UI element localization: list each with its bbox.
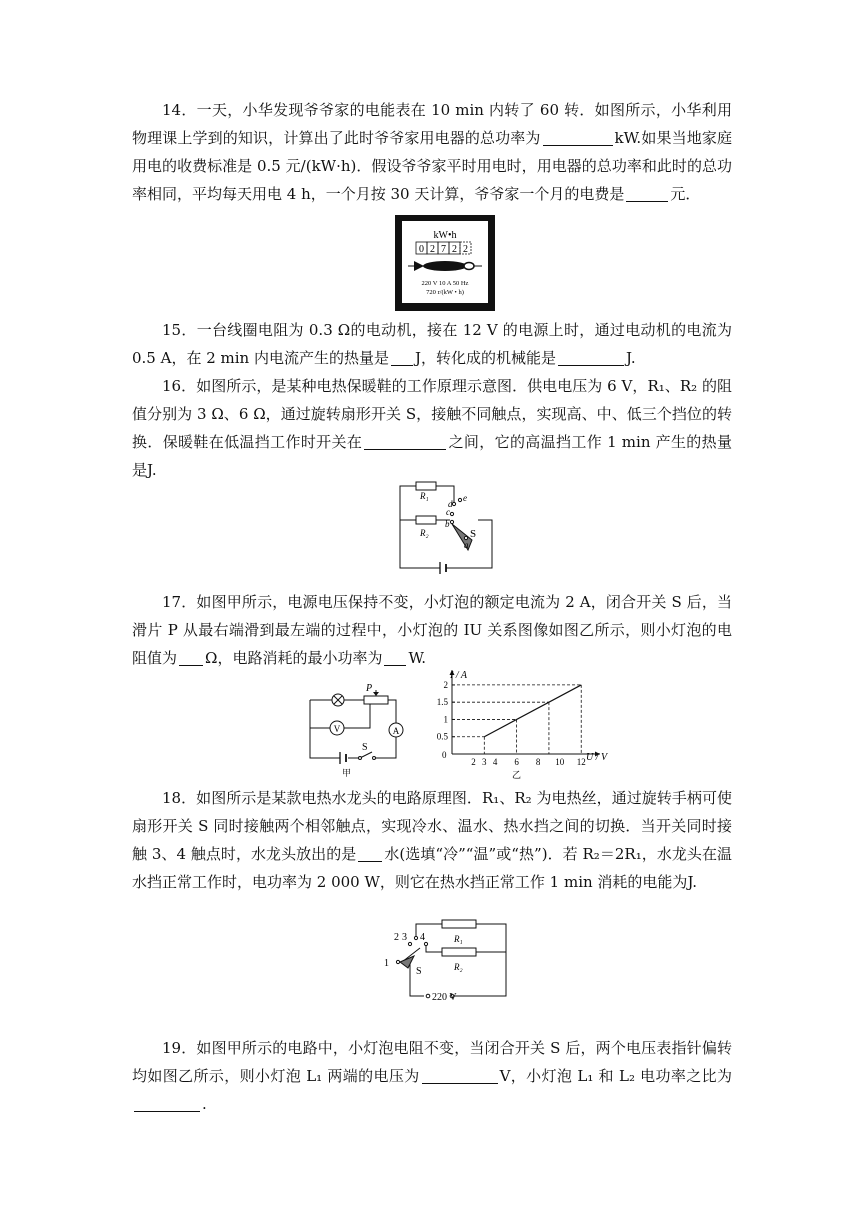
meter-spec-line2: 720 r/(kW • h) [426,289,464,296]
question-text: J. [626,349,636,367]
electric-meter-figure [394,214,496,312]
switch-label: S [416,966,422,977]
question-text: 如图所示是某款电热水龙头的电路原理图．R₁、R₂ 为电热丝，通过旋转手柄可使扇形开关 S 同时接触两个相邻触点，实现冷水、温水、热水挡之间的切换．当开关同时接触 3、4 触点时，水龙头放出的是 [132,789,732,863]
fig16-circuit [392,478,498,578]
question-14 [132,96,732,208]
x-tick-label: 12 [576,757,586,767]
fig18-circuit [376,914,516,1004]
y-tick-label: 1 [443,714,448,725]
question-text: 如图甲所示，电源电压保持不变，小灯泡的额定电流为 2 A，闭合开关 S 后，当滑片 P 从最右端滑到最左端的过程中，小灯泡的 IU 关系图像如图乙所示，则小灯泡的电阻值为 [132,593,732,667]
rheostat [364,696,388,704]
question-text: 一台线圈电阻为 0.3 Ω的电动机，接在 12 V 的电源上时，通过电动机的电流为 0.5 A，在 2 min 内电流产生的热量是 [132,321,732,367]
y-tick-label: 2 [443,679,448,690]
question-17 [132,588,732,672]
contact-a: a [464,540,469,550]
contact-d: d [448,499,453,509]
question-text: J. [147,461,157,479]
answer-blank[interactable] [358,843,382,862]
y-tick-label: 1.5 [436,697,448,708]
question-text: Ω，电路消耗的最小功率为 [205,649,383,667]
question-number: 17． [162,593,197,611]
r2-label: R₂ [420,528,429,538]
x-tick-label: 6 [514,757,519,767]
r1-label: R₁ [420,491,429,501]
contact-2: 2 [394,932,399,943]
question-text: 元． [670,185,701,203]
question-18 [132,784,732,896]
question-text: . [202,1095,207,1113]
resistor-r1 [416,482,436,490]
fig17-circuit-jia [300,680,410,780]
answer-blank[interactable] [422,1065,498,1084]
y-tick-label: 0.5 [436,731,448,742]
meter-digit: 0 [419,244,424,255]
question-number: 14． [162,101,197,119]
meter-unit-label: kW•h [433,230,457,241]
fan-switch [452,524,472,550]
answer-blank[interactable] [626,183,668,202]
answer-blank[interactable] [384,647,406,666]
x-tick-label: 4 [492,757,498,767]
question-text: J. [687,873,698,891]
figure-caption-yi: 乙 [512,770,522,780]
question-text: 之间，它的高温挡工作 1 min 产生的热量是 [132,433,732,479]
voltmeter-label: V [333,724,341,734]
answer-blank[interactable] [134,1093,200,1112]
question-number: 16． [162,377,197,395]
fig17-iu-graph [422,666,614,784]
y-axis-label: I / A [450,670,468,681]
origin-label: 0 [442,750,447,760]
slider-label: P [366,683,373,694]
x-tick-label: 2 [471,757,476,767]
question-number: 18． [162,789,197,807]
iu-series-line [484,685,581,737]
question-16 [132,372,732,484]
x-tick-label: 3 [482,757,487,767]
supply-label: 220 V [432,992,457,1003]
meter-spec-line1: 220 V 10 A 50 Hz [421,280,469,287]
contact-3: 3 [402,932,407,943]
contact-b: b [445,519,450,529]
question-text: kW.如果当地家庭用电的收费标准是 0.5 元/(kW·h)．假设爷爷家平时用电时，用电器的总功率和此时的总功率相同，平均每天用电 4 h，一个月按 30 天计算，爷爷家一个月的电费是 [132,129,732,203]
question-text: W. [408,649,427,667]
question-text: J，转化成的机械能是 [415,349,557,367]
contact-4: 4 [420,932,425,943]
question-number: 19． [162,1039,197,1057]
slider-arrow [373,692,379,696]
meter-digit: 2 [430,244,435,255]
answer-blank[interactable] [179,647,203,666]
contact-1: 1 [384,958,389,969]
question-number: 15． [162,321,197,339]
question-text: 一天，小华发现爷爷家的电能表在 10 min 内转了 60 转．如图所示，小华利用物理课上学到的知识，计算出了此时爷爷家用电器的总功率为 [132,101,732,147]
x-tick-label: 8 [535,757,541,767]
x-tick-label: 10 [555,757,565,767]
answer-blank[interactable] [543,127,613,146]
meter-digit: 2 [452,244,457,255]
question-text: 如图甲所示的电路中，小灯泡电阻不变，当闭合开关 S 后，两个电压表指针偏转均如图乙所示，则小灯泡 L₁ 两端的电压为 [132,1039,732,1085]
question-19 [132,1034,732,1118]
question-15 [132,316,732,372]
question-text: 水(选填“冷”“温”或“热”)．若 R₂＝2R₁，水龙头在温水挡正常工作时，电功率为 2 000 W，则它在热水挡正常工作 1 min 消耗的电能为 [132,845,732,891]
answer-blank[interactable] [364,431,446,450]
r1-label: R₁ [454,934,463,944]
x-axis-label: U / V [586,752,608,763]
resistor-r2 [442,948,476,956]
r2-label: R₂ [454,962,463,972]
resistor-r1 [442,920,476,928]
meter-digit: 2 [463,244,468,255]
contact-c: c [446,507,450,517]
ammeter-label: A [392,726,400,736]
contact-e: e [463,493,467,503]
answer-blank[interactable] [558,347,624,366]
switch-label: S [362,742,368,753]
meter-digit: 7 [441,244,446,255]
switch-label: S [470,528,477,540]
resistor-r2 [416,516,436,524]
answer-blank[interactable] [391,347,413,366]
question-text: V，小灯泡 L₁ 和 L₂ 电功率之比为 [499,1067,733,1085]
question-text: 如图所示，是某种电热保暖鞋的工作原理示意图．供电电压为 6 V，R₁、R₂ 的阻值分别为 3 Ω、6 Ω，通过旋转扇形开关 S，接触不同触点，实现高、中、低三个挡位的转换．保暖鞋在低温挡工作时开关在 [132,377,732,451]
figure-caption-jia: 甲 [342,768,352,778]
